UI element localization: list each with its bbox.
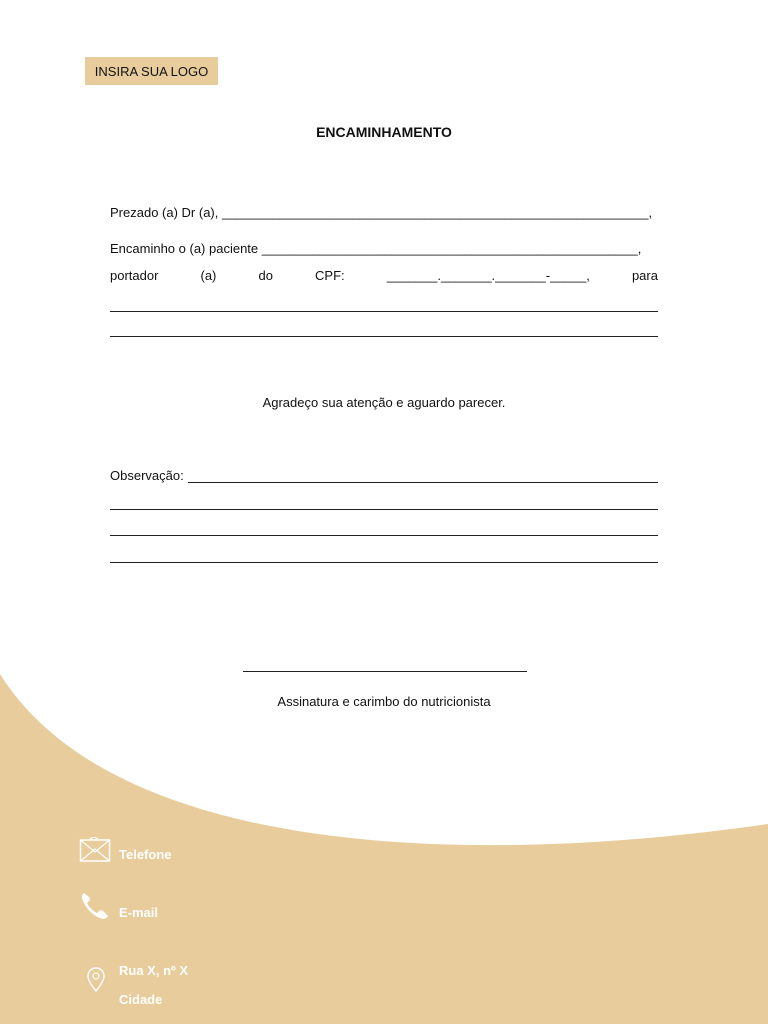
signature-caption: Assinatura e carimbo do nutricionista — [277, 694, 491, 709]
cpf-line — [110, 268, 658, 283]
observation-line-2 — [110, 509, 658, 510]
blank-line-1 — [110, 311, 658, 312]
observation-label: Observação: — [110, 468, 184, 483]
cpf-word-6: para — [631, 268, 658, 283]
email-label: E-mail — [119, 905, 159, 920]
document-title: ENCAMINHAMENTO — [316, 124, 452, 140]
logo-placeholder-text: INSIRA SUA LOGO — [94, 63, 209, 79]
patient-line: Encaminho o (a) paciente ____________________________________________________, — [110, 241, 642, 256]
observation-line-4 — [110, 562, 658, 563]
cpf-word-4: CPF: — [315, 268, 345, 283]
cpf-blank: _______._______._______-_____, — [386, 268, 590, 283]
phone-label: Telefone — [119, 847, 172, 862]
cpf-word-2: (a) — [200, 268, 217, 283]
blank-line-2 — [110, 336, 658, 337]
greeting-line: Prezado (a) Dr (a), ___________________________________________________________, — [110, 205, 653, 220]
address-line-1: Rua X, nº X — [119, 963, 189, 978]
location-pin-icon — [84, 966, 108, 994]
thanks-text: Agradeço sua atenção e aguardo parecer. — [262, 395, 506, 410]
phone-icon — [80, 891, 110, 921]
logo-placeholder[interactable] — [85, 57, 218, 85]
signature-line — [243, 671, 527, 672]
observation-line-1 — [188, 482, 658, 483]
envelope-icon — [79, 837, 111, 863]
cpf-word-1: portador — [110, 268, 159, 283]
cpf-word-3: do — [258, 268, 273, 283]
address-line-2: Cidade — [119, 992, 163, 1007]
observation-line-3 — [110, 535, 658, 536]
